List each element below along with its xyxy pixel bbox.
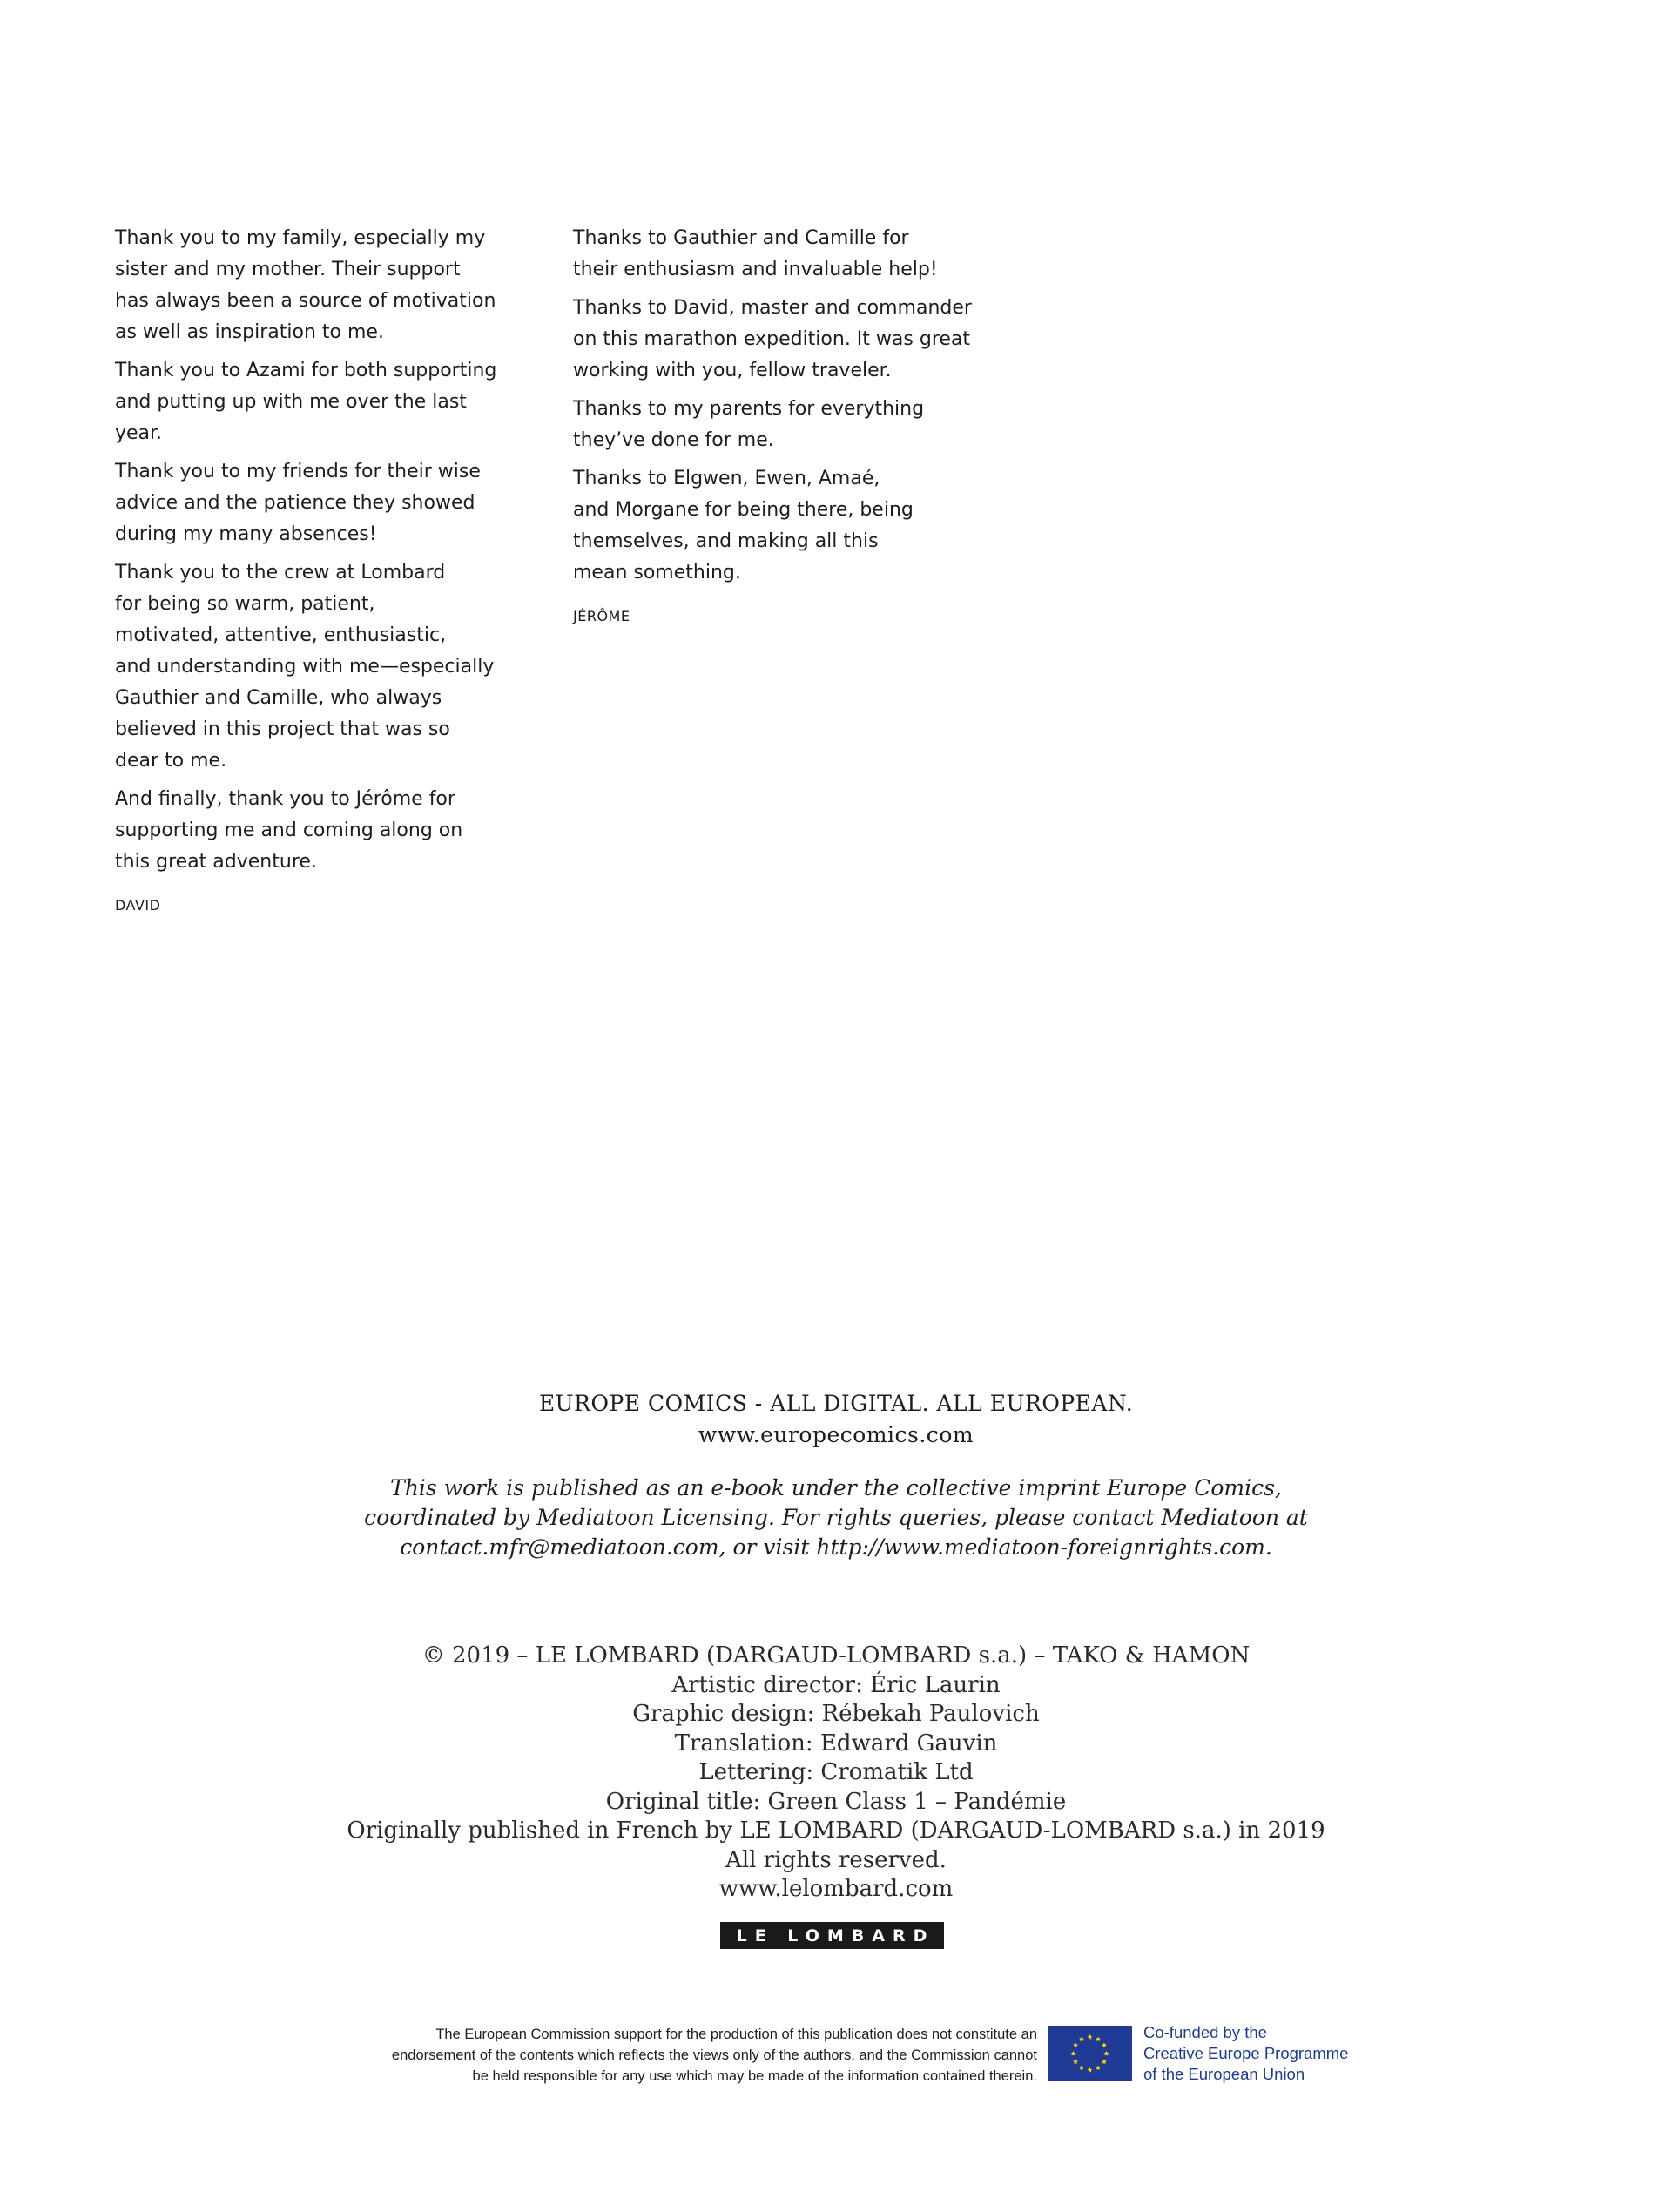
- artistic-director: Artistic director: Éric Laurin: [671, 1671, 1001, 1698]
- europe-comics-header: [0, 1388, 1672, 1451]
- europe-comics-tagline: EUROPE COMICS - ALL DIGITAL. ALL EUROPEAN.: [538, 1391, 1134, 1416]
- graphic-design: Graphic design: Rébekah Paulovich: [632, 1701, 1040, 1727]
- cofunded-line: Co-funded by the: [1143, 2023, 1267, 2041]
- lettering: Lettering: Cromatik Ltd: [698, 1759, 974, 1785]
- ack-paragraph: Thank you to Azami for both supporting and putting up with me over the last year.: [115, 360, 497, 444]
- ack-paragraph: And finally, thank you to Jérôme for supporting me and coming along on this great adventure.: [115, 788, 463, 873]
- translation: Translation: Edward Gauvin: [674, 1730, 998, 1757]
- credits-block: [0, 1642, 1672, 1905]
- eu-cofunded-text: [1143, 2022, 1348, 2085]
- imprint-line: This work is published as an e-book under the collective imprint Europe Comics,: [390, 1475, 1282, 1501]
- original-publication: Originally published in French by LE LOMBARD (DARGAUD-LOMBARD s.a.) in 2019: [347, 1817, 1325, 1844]
- ack-paragraph: Thank you to my family, especially my sister and my mother. Their support has always been a source of motivation as well as inspiration to me.: [115, 227, 496, 343]
- eu-disclaimer: [261, 2024, 1037, 2087]
- ack-paragraph: Thank you to my friends for their wise advice and the patience they showed during my many absences!: [115, 461, 481, 545]
- ack-paragraph: Thanks to Gauthier and Camille for their enthusiasm and invaluable help!: [573, 227, 938, 280]
- flag-background: [1048, 2026, 1132, 2081]
- imprint-line: coordinated by Mediatoon Licensing. For rights queries, please contact Mediatoon at: [364, 1505, 1308, 1530]
- ack-paragraph: Thanks to Elgwen, Ewen, Amaé, and Morgane for being there, being themselves, and making all this mean something.: [573, 468, 914, 583]
- acknowledgments-david: [115, 223, 516, 921]
- rights-reserved: All rights reserved.: [725, 1846, 947, 1873]
- ack-paragraph: Thanks to David, master and commander on this marathon expedition. It was great working with you, fellow traveler.: [573, 297, 972, 381]
- le-lombard-logo: [720, 1922, 944, 1949]
- ack-paragraph: Thanks to my parents for everything they’ve done for me.: [573, 398, 925, 451]
- disclaimer-line: be held responsible for any use which may be made of the information contained therein.: [472, 2068, 1037, 2084]
- cofunded-line: of the European Union: [1143, 2065, 1305, 2083]
- acknowledgments-jerome: [573, 223, 1026, 632]
- lombard-website: www.lelombard.com: [718, 1876, 954, 1902]
- logo-text: LE LOMBARD: [736, 1925, 935, 1946]
- eu-flag-icon: [1048, 2026, 1132, 2081]
- signature-david: DAVID: [115, 897, 161, 914]
- disclaimer-line: endorsement of the contents which reflects the views only of the authors, and the Commission cannot: [391, 2047, 1037, 2063]
- imprint-notice: [0, 1474, 1672, 1562]
- copyright-line: © 2019 – LE LOMBARD (DARGAUD-LOMBARD s.a.) – TAKO & HAMON: [421, 1642, 1251, 1669]
- ack-paragraph: Thank you to the crew at Lombard for being so warm, patient, motivated, attentive, enthusiastic, and understanding with me—especially Gauthier and Camille, who always believed in this project that was so dear to me.: [115, 562, 495, 772]
- signature-jerome: JÉRÔME: [573, 608, 630, 624]
- disclaimer-line: The European Commission support for the production of this publication does not constitute an: [435, 2027, 1037, 2042]
- europe-comics-website: www.europecomics.com: [698, 1422, 974, 1447]
- cofunded-line: Creative Europe Programme: [1143, 2044, 1349, 2062]
- imprint-line: contact.mfr@mediatoon.com, or visit http://www.mediatoon-foreignrights.com.: [400, 1534, 1272, 1560]
- original-title: Original title: Green Class 1 – Pandémie: [605, 1788, 1067, 1815]
